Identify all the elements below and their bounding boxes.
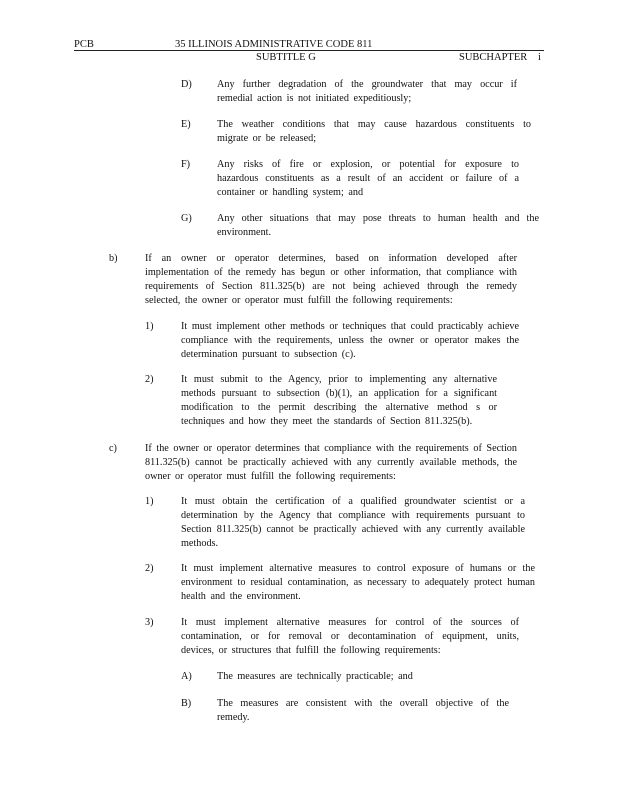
paragraph-text: It must submit to the Agency, prior to implementing any alternative methods pursuant to subsection (b)(1), an application for a significant modification to the permit describing the alternative method s or techniques and how they meet the standards of Section 811.325(b). <box>181 374 497 427</box>
paragraph-text: It must implement alternative measures for control of the sources of contamination, or for removal or decontamination of equipment, units, devices, or structures that fulfill the following requirements: <box>181 617 519 656</box>
header-subchapter-mark: i <box>538 52 541 63</box>
subparagraph-label: D) <box>181 79 192 90</box>
subparagraph-text: The measures are consistent with the overall objective of the remedy. <box>217 698 509 723</box>
subparagraph-label: A) <box>181 671 192 682</box>
paragraph-label: 1) <box>145 496 154 507</box>
subsection-text: If an owner or operator determines, based on information developed after implementation of the remedy has begun or other information, that compliance with requirements of Section 811.325(b) are not being achieved through the remedy selected, the owner or operator must fulfill the following requirements: <box>145 253 517 306</box>
header-pcb: PCB <box>74 39 94 50</box>
subparagraph-label: B) <box>181 698 192 709</box>
subsection-text: If the owner or operator determines that compliance with the requirements of Section 811.325(b) cannot be practically achieved with any currently available methods, the owner or operator must fulfill the following requirements: <box>145 443 517 482</box>
paragraph-label: 2) <box>145 563 154 574</box>
subparagraph-label: E) <box>181 119 191 130</box>
subparagraph-text: Any other situations that may pose threats to human health and the environment. <box>217 213 539 238</box>
subsection-label: b) <box>109 253 118 264</box>
header-rule <box>74 50 544 51</box>
subparagraph-text: Any risks of fire or explosion, or potential for exposure to hazardous constituents as a result of an accident or failure of a container or handling system; and <box>217 159 519 198</box>
paragraph-label: 1) <box>145 321 154 332</box>
paragraph-text: It must implement other methods or techniques that could practicably achieve compliance with the requirements, unless the owner or operator makes the determination pursuant to subsection (c). <box>181 321 519 360</box>
subparagraph-text: Any further degradation of the groundwater that may occur if remedial action is not initiated expeditiously; <box>217 79 517 104</box>
paragraph-text: It must implement alternative measures to control exposure of humans or the environment to residual contamination, as necessary to adequately protect human health and the environment. <box>181 563 535 602</box>
subsection-label: c) <box>109 443 117 454</box>
subparagraph-label: G) <box>181 213 192 224</box>
paragraph-label: 2) <box>145 374 154 385</box>
subparagraph-text: The weather conditions that may cause hazardous constituents to migrate or be released; <box>217 119 531 144</box>
subparagraph-text: The measures are technically practicable; and <box>217 671 413 682</box>
header-subtitle: SUBTITLE G <box>256 52 316 63</box>
subparagraph-label: F) <box>181 159 191 170</box>
paragraph-label: 3) <box>145 617 154 628</box>
header-code-title: 35 ILLINOIS ADMINISTRATIVE CODE 811 <box>175 39 373 50</box>
header-subchapter: SUBCHAPTER <box>459 52 528 63</box>
paragraph-text: It must obtain the certification of a qualified groundwater scientist or a determination by the Agency that compliance with requirements pursuant to Section 811.325(b) cannot be practically achieved with any currently available methods. <box>181 496 525 549</box>
